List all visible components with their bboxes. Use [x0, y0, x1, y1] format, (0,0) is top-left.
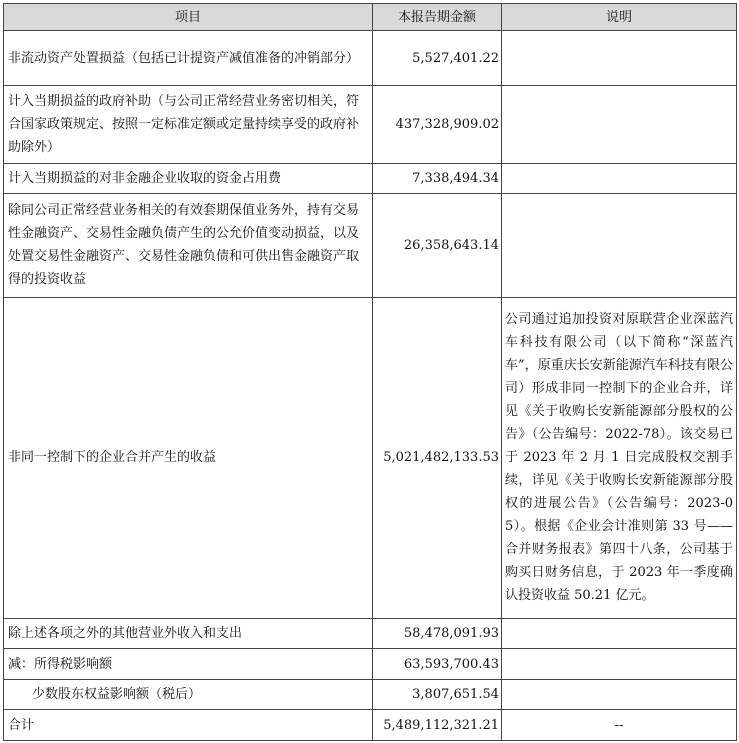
row-amount: 437,328,909.02 [373, 86, 502, 164]
table-row [4, 618, 737, 649]
row-amount: 7,338,494.34 [373, 164, 502, 194]
row-amount: 5,021,482,133.53 [373, 297, 502, 618]
row-amount: 63,593,700.43 [373, 649, 502, 680]
row-note: 公司通过追加投资对原联营企业深蓝汽车科技有限公司（以下简称“深蓝汽车”，原重庆长安新能源汽车科技有限公司）形成非同一控制下的企业合并，详见《关于收购长安新能源部分股权的公告》（公告编号：2022-78）。该交易已于 2023 年 2 月 1 日完成股权交割手续，详见《关于收购长安新能源部分股权的进展公告》（公告编号：2023-05）。根据《企业会计准则第 33 号——合并财务报表》第四十八条，公司基于购买日财务信息，于 2023 年一季度确认投资收益 50.21 亿元。 [502, 297, 737, 618]
row-note [502, 649, 737, 680]
table-row [4, 649, 737, 680]
header-row [4, 4, 737, 31]
row-item: 计入当期损益的对非金融企业收取的资金占用费 [4, 164, 373, 194]
row-item: 减：所得税影响额 [4, 649, 373, 680]
row-note [502, 31, 737, 86]
table-row-total [4, 710, 737, 741]
row-item: 计入当期损益的政府补助（与公司正常经营业务密切相关，符合国家政策规定、按照一定标准定额或定量持续享受的政府补助除外） [4, 86, 373, 164]
table-row [4, 86, 737, 164]
table-row [4, 679, 737, 710]
row-item: 除上述各项之外的其他营业外收入和支出 [4, 618, 373, 649]
header-item: 项目 [4, 4, 373, 31]
row-item: 非流动资产处置损益（包括已计提资产减值准备的冲销部分） [4, 31, 373, 86]
row-item: 少数股东权益影响额（税后） [4, 679, 373, 710]
row-note [502, 164, 737, 194]
row-note [502, 679, 737, 710]
table-row [4, 31, 737, 86]
row-amount: 5,489,112,321.21 [373, 710, 502, 741]
row-amount: 5,527,401.22 [373, 31, 502, 86]
table-row [4, 164, 737, 194]
header-amount: 本报告期金额 [373, 4, 502, 31]
row-item: 合计 [4, 710, 373, 741]
row-item: 非同一控制下的企业合并产生的收益 [4, 297, 373, 618]
table-row [4, 297, 737, 618]
row-amount: 58,478,091.93 [373, 618, 502, 649]
row-amount: 3,807,651.54 [373, 679, 502, 710]
non-recurring-gains-table [3, 3, 737, 741]
header-note: 说明 [502, 4, 737, 31]
table-row [4, 193, 737, 297]
row-item: 除同公司正常经营业务相关的有效套期保值业务外，持有交易性金融资产、交易性金融负债产生的公允价值变动损益，以及处置交易性金融资产、交易性金融负债和可供出售金融资产取得的投资收益 [4, 193, 373, 297]
row-note: -- [502, 710, 737, 741]
row-note [502, 193, 737, 297]
row-amount: 26,358,643.14 [373, 193, 502, 297]
row-note [502, 618, 737, 649]
row-note [502, 86, 737, 164]
